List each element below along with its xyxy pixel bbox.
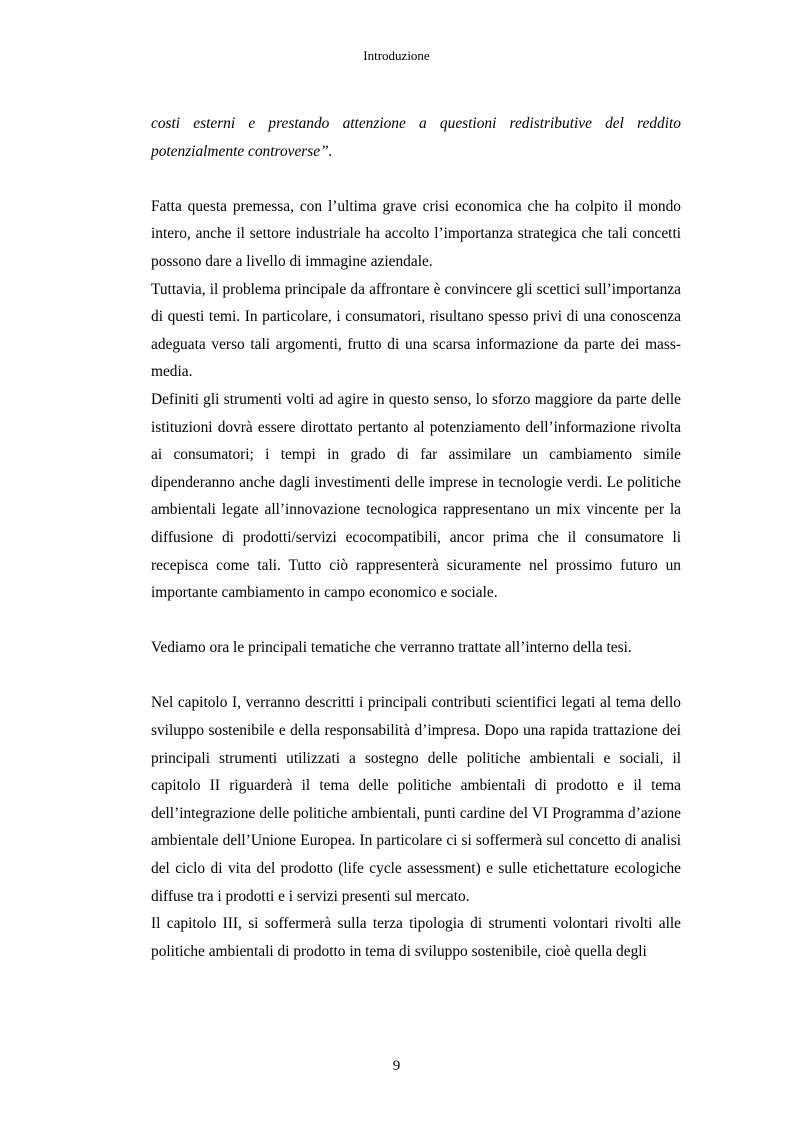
paragraph-capitolo-3: Il capitolo III, si soffermerà sulla terza tipologia di strumenti volontari rivolti alle politiche ambientali di prodotto in tema di sviluppo sostenibile, cioè quella degli — [151, 915, 681, 960]
running-header: Introduzione — [363, 48, 430, 63]
paragraph-capitolo-1: Nel capitolo I, verranno descritti i principali contributi scientifici legati al tema dello sviluppo sostenibile e della responsabilità d’impresa. Dopo una rapida trattazione dei principali strumenti utilizzati a sostegno delle politiche ambientali e sociali, il capitolo II riguarderà il tema delle politiche ambientali di prodotto e il tema dell’integrazione delle politiche ambientali, punti cardine del VI Programma d’azione ambientale dell’Unione Europea. In particolare ci si soffermerà sul concetto di analisi del ciclo di vita del prodotto (life cycle assessment) e sulle etichettature ecologiche diffuse tra i prodotti e i servizi presenti sul mercato. — [151, 694, 681, 905]
body-text — [151, 110, 681, 965]
paragraph-vediamo: Vediamo ora le principali tematiche che verranno trattate all’interno della tesi. — [151, 639, 632, 657]
paragraph-definiti: Definiti gli strumenti volti ad agire in questo senso, lo sforzo maggiore da parte delle istituzioni dovrà essere dirottato pertanto al potenziamento dell’informazione rivolta ai consumatori; i tempi in grado di far assimilare un cambiamento simile dipenderanno anche dagli investimenti delle imprese in tecnologie verdi. Le politiche ambientali legate all’innovazione tecnologica rappresentano un mix vincente per la diffusione di prodotti/servizi ecocompatibili, ancor prima che il consumatore li recepisca come tali. Tutto ciò rappresenterà sicuramente nel prossimo futuro un importante cambiamento in campo economico e sociale. — [151, 390, 681, 602]
paragraph-premessa: Fatta questa premessa, con l’ultima grave crisi economica che ha colpito il mondo intero, anche il settore industriale ha accolto l’importanza strategica che tali concetti possono dare a livello di immagine aziendale. — [151, 197, 681, 270]
paragraph-quote-end: costi esterni e prestando attenzione a questioni redistributive del reddito potenzialmente controverse”. — [151, 115, 681, 160]
paragraph-tuttavia: Tuttavia, il problema principale da affrontare è convincere gli scettici sull’importanza di questi temi. In particolare, i consumatori, risultano spesso privi di una conoscenza adeguata verso tali argomenti, frutto di una scarsa informazione da parte dei mass-media. — [151, 280, 681, 381]
page-number: 9 — [392, 1058, 401, 1074]
